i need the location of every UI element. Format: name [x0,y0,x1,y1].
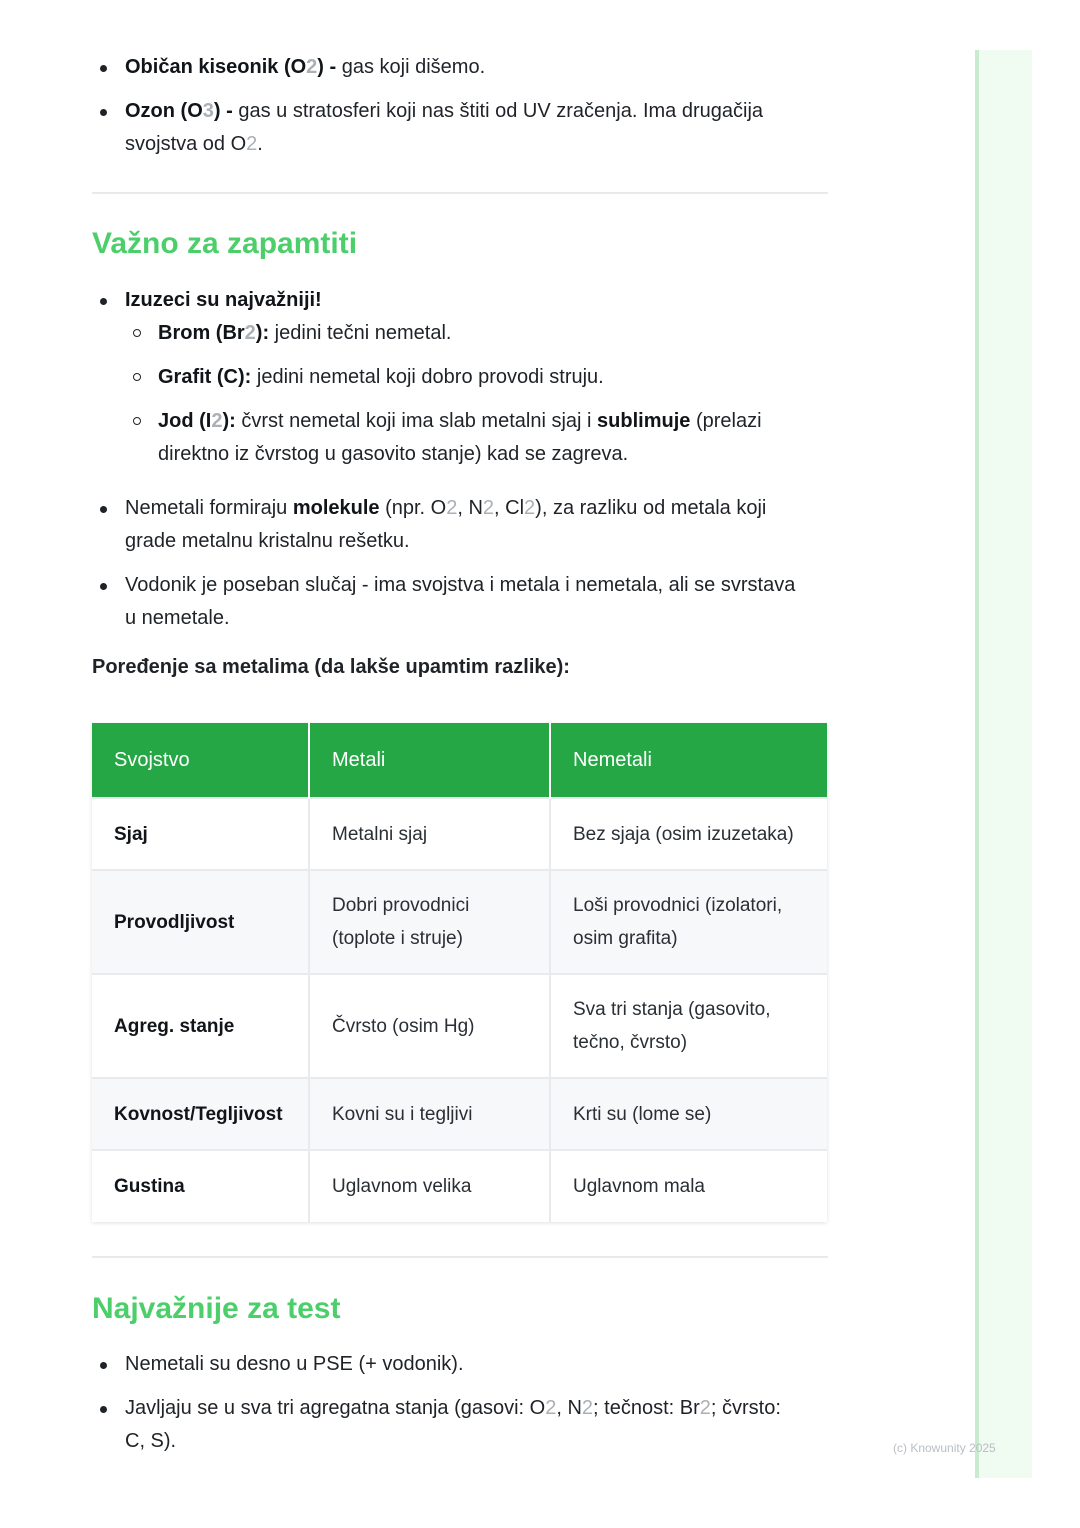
sublist-item-grafit: Grafit (C): jedini nemetal koji dobro provodi struju. [125,361,828,394]
table-row [92,870,827,974]
list-item-exceptions: Izuzeci su najvažniji! Brom (Br2): jedini tečni nemetal. Grafit (C): jedini nemetal koji dobro provodi struju. Jod (I2): čvrst nemetal koji ima slab metalni sjaj i sublimuje (prelazi direktno iz čvrstog u gasovito stanje) kad se zagreva. [92,284,828,471]
cell-nonmetal: Sva tri stanja (gasovito, tečno, čvrsto) [550,974,827,1078]
remember-list [92,284,828,635]
table-row [92,974,827,1078]
header-property: Svojstvo [92,723,309,798]
table-row [92,798,827,870]
side-strip [975,50,1032,1478]
comparison-table [92,723,827,1222]
test-list [92,1348,828,1458]
exceptions-list [125,317,828,471]
cell-metal: Metalni sjaj [309,798,550,870]
section-heading: Važno za zapamtiti [92,227,358,260]
cell-property: Kovnost/Tegljivost [92,1078,309,1150]
cell-metal: Čvrsto (osim Hg) [309,974,550,1078]
cell-metal: Dobri provodnici (toplote i struje) [309,870,550,974]
table-row [92,1150,827,1222]
cell-property: Agreg. stanje [92,974,309,1078]
cell-nonmetal: Bez sjaja (osim izuzetaka) [550,798,827,870]
cell-metal: Kovni su i tegljivi [309,1078,550,1150]
table-header-row [92,723,827,798]
watermark: (c) Knowunity 2025 [893,1441,996,1455]
cell-nonmetal: Krti su (lome se) [550,1078,827,1150]
sublist-item-jod: Jod (I2): čvrst nemetal koji ima slab metalni sjaj i sublimuje (prelazi direktno iz čvrstog u gasovito stanje) kad se zagreva. [125,405,828,471]
cell-property: Provodljivost [92,870,309,974]
list-item-molecules: Nemetali formiraju molekule (npr. O2, N2, Cl2), za razliku od metala koji grade metalnu kristalnu rešetku. [92,492,828,558]
header-metals: Metali [309,723,550,798]
list-item-hydrogen: Vodonik je poseban slučaj - ima svojstva i metala i nemetala, ali se svrstava u nemetale. [92,569,828,635]
comparison-title: Poređenje sa metalima (da lakše upamtim razlike): [92,656,570,678]
list-item-ozone: Ozon (O3) - gas u stratosferi koji nas štiti od UV zračenja. Ima drugačija svojstva od O2. [92,95,828,161]
divider [92,192,828,194]
cell-metal: Uglavnom velika [309,1150,550,1222]
cell-nonmetal: Uglavnom mala [550,1150,827,1222]
top-list [92,51,828,161]
cell-property: Sjaj [92,798,309,870]
list-item-states: Javljaju se u sva tri agregatna stanja (gasovi: O2, N2; tečnost: Br2; čvrsto: C, S). [92,1392,828,1458]
header-nonmetals: Nemetali [550,723,827,798]
cell-property: Gustina [92,1150,309,1222]
list-item-oxygen: Običan kiseonik (O2) - gas koji dišemo. [92,51,828,84]
cell-nonmetal: Loši provodnici (izolatori, osim grafita) [550,870,827,974]
section-heading: Najvažnije za test [92,1292,341,1325]
table-row [92,1078,827,1150]
list-item-pse: Nemetali su desno u PSE (+ vodonik). [92,1348,828,1381]
divider [92,1256,828,1258]
sublist-item-brom: Brom (Br2): jedini tečni nemetal. [125,317,828,350]
